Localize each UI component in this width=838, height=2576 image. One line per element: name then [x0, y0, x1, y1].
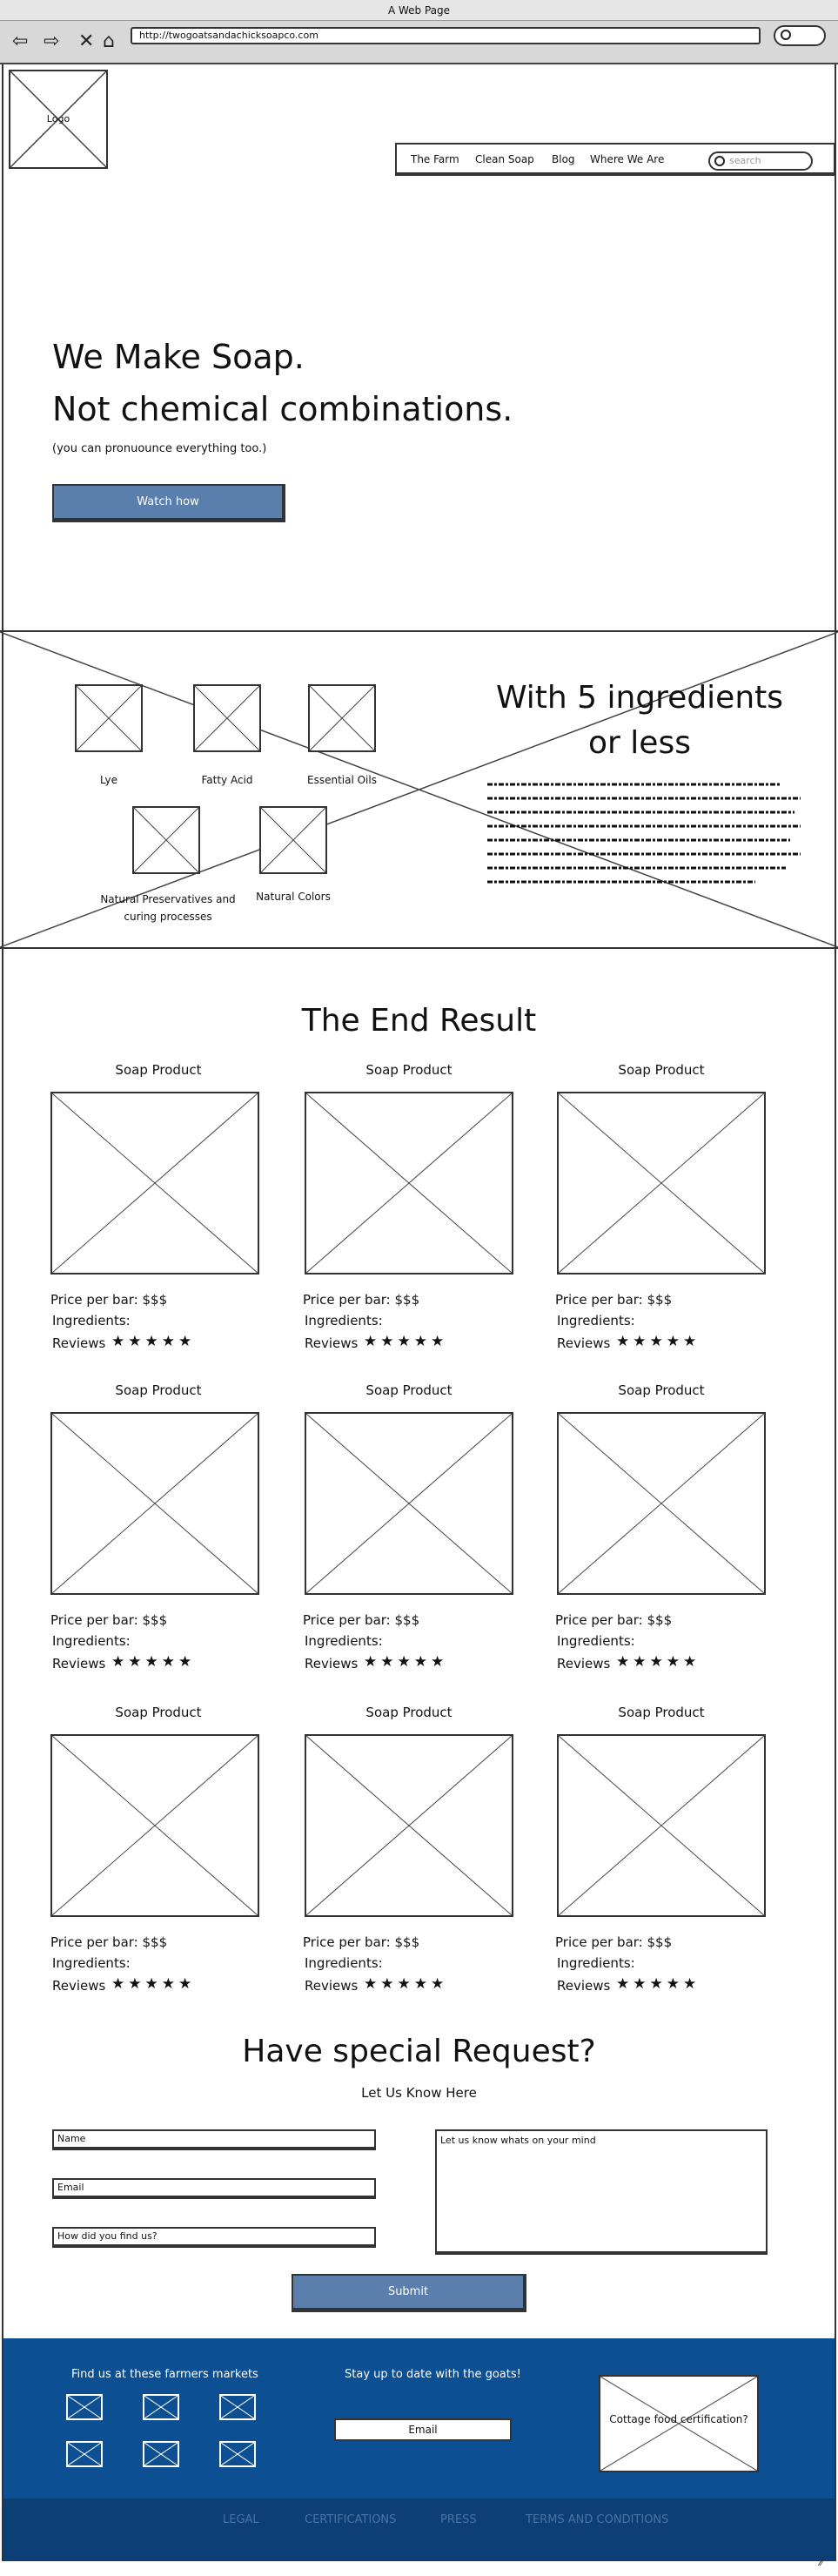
source-field[interactable]: How did you find us?	[52, 2227, 376, 2248]
forward-arrow-icon[interactable]: ⇨	[44, 30, 60, 52]
product-ingredients: Ingredients:	[305, 1313, 383, 1328]
product-ingredients: Ingredients:	[557, 1633, 635, 1649]
search-icon	[714, 156, 725, 166]
product-title[interactable]: Soap Product	[618, 1062, 705, 1078]
product-title[interactable]: Soap Product	[365, 1705, 453, 1720]
rating-stars-icon[interactable]: ★★★★★	[364, 1653, 448, 1671]
back-arrow-icon[interactable]: ⇦	[12, 30, 29, 52]
product-ingredients: Ingredients:	[305, 1955, 383, 1971]
product-reviews-label: Reviews	[52, 1335, 106, 1351]
request-subtitle: Let Us Know Here	[361, 2085, 477, 2101]
submit-button[interactable]: Submit	[292, 2274, 526, 2312]
product-ingredients: Ingredients:	[305, 1633, 383, 1649]
product-price: Price per bar: $$$	[303, 1934, 420, 1950]
logo-label: Logo	[46, 113, 70, 124]
resize-grip-icon[interactable]: ⁄⁄	[820, 2556, 824, 2568]
market-image[interactable]	[219, 2441, 256, 2467]
ingredient-image	[75, 684, 143, 752]
product-ingredients: Ingredients:	[52, 1313, 131, 1328]
footer-link-press[interactable]: PRESS	[440, 2513, 477, 2526]
newsletter-heading: Stay up to date with the goats!	[345, 2368, 521, 2381]
watch-how-button[interactable]: Watch how	[52, 484, 285, 522]
email-field[interactable]: Email	[52, 2178, 376, 2199]
product-price: Price per bar: $$$	[50, 1612, 168, 1628]
markets-heading: Find us at these farmers markets	[71, 2368, 258, 2381]
ingredient-label-essential-oils: Essential Oils	[307, 774, 377, 786]
footer-link-terms[interactable]: TERMS AND CONDITIONS	[526, 2513, 669, 2526]
hero-heading-2: Not chemical combinations.	[52, 390, 513, 428]
ingredients-heading-line1: With 5 ingredients	[495, 680, 784, 716]
product-image[interactable]	[50, 1412, 259, 1595]
window-title: A Web Page	[0, 0, 838, 21]
placeholder-text-block	[486, 777, 808, 891]
ingredient-label-natural-colors: Natural Colors	[256, 891, 331, 903]
name-field[interactable]: Name	[52, 2129, 376, 2150]
product-reviews-label: Reviews	[305, 1978, 359, 1994]
product-reviews-label: Reviews	[557, 1978, 611, 1994]
product-reviews-label: Reviews	[52, 1656, 106, 1671]
rating-stars-icon[interactable]: ★★★★★	[364, 1333, 448, 1350]
product-ingredients: Ingredients:	[557, 1955, 635, 1971]
product-ingredients: Ingredients:	[52, 1955, 131, 1971]
ingredient-label-fatty-acid: Fatty Acid	[201, 774, 253, 786]
search-icon	[781, 30, 791, 40]
logo[interactable]	[9, 70, 108, 169]
nav-clean-soap[interactable]: Clean Soap	[475, 153, 534, 165]
message-textarea[interactable]: Let us know whats on your mind	[435, 2129, 768, 2255]
request-heading: Have special Request?	[242, 2034, 596, 2069]
market-image[interactable]	[143, 2394, 179, 2420]
product-reviews-label: Reviews	[557, 1335, 611, 1351]
ingredients-heading-line2: or less	[588, 725, 691, 761]
product-image[interactable]	[557, 1412, 766, 1595]
product-image[interactable]	[305, 1412, 513, 1595]
ingredient-label-preservatives: Natural Preservatives and curing processes	[100, 893, 236, 923]
certification-label: Cottage food certification?	[609, 2413, 748, 2425]
product-ingredients: Ingredients:	[557, 1313, 635, 1328]
ingredient-image	[308, 684, 376, 752]
product-title[interactable]: Soap Product	[115, 1705, 202, 1720]
market-image[interactable]	[66, 2441, 103, 2467]
product-reviews-label: Reviews	[305, 1656, 359, 1671]
ingredient-image	[132, 806, 200, 874]
product-image[interactable]	[50, 1092, 259, 1275]
footer-bottom-bar	[3, 2499, 835, 2561]
product-reviews-label: Reviews	[557, 1656, 611, 1671]
main-nav	[395, 143, 835, 176]
product-title[interactable]: Soap Product	[618, 1705, 705, 1720]
product-reviews-label: Reviews	[305, 1335, 359, 1351]
ingredient-image	[259, 806, 327, 874]
nav-blog[interactable]: Blog	[552, 153, 575, 165]
product-image[interactable]	[50, 1734, 259, 1917]
browser-search[interactable]	[774, 25, 826, 46]
product-title[interactable]: Soap Product	[365, 1062, 453, 1078]
rating-stars-icon[interactable]: ★★★★★	[616, 1333, 701, 1350]
market-image[interactable]	[219, 2394, 256, 2420]
rating-stars-icon[interactable]: ★★★★★	[616, 1975, 701, 1993]
close-icon[interactable]: ✕	[78, 30, 95, 52]
product-title[interactable]: Soap Product	[618, 1382, 705, 1398]
rating-stars-icon[interactable]: ★★★★★	[111, 1333, 196, 1350]
rating-stars-icon[interactable]: ★★★★★	[111, 1975, 196, 1993]
address-bar[interactable]: http://twogoatsandachicksoapco.com	[131, 27, 761, 44]
market-image[interactable]	[143, 2441, 179, 2467]
product-price: Price per bar: $$$	[303, 1292, 420, 1308]
product-title[interactable]: Soap Product	[115, 1062, 202, 1078]
product-image[interactable]	[557, 1092, 766, 1275]
footer-link-legal[interactable]: LEGAL	[223, 2513, 259, 2526]
ingredient-label-lye: Lye	[99, 774, 118, 786]
rating-stars-icon[interactable]: ★★★★★	[111, 1653, 196, 1671]
product-price: Price per bar: $$$	[555, 1612, 673, 1628]
ingredient-image	[193, 684, 261, 752]
product-price: Price per bar: $$$	[50, 1934, 168, 1950]
product-price: Price per bar: $$$	[50, 1292, 168, 1308]
search-placeholder: search	[729, 155, 761, 166]
rating-stars-icon[interactable]: ★★★★★	[364, 1975, 448, 1993]
product-reviews-label: Reviews	[52, 1978, 106, 1994]
home-icon[interactable]: ⌂	[103, 30, 115, 52]
product-title[interactable]: Soap Product	[365, 1382, 453, 1398]
product-image[interactable]	[305, 1734, 513, 1917]
rating-stars-icon[interactable]: ★★★★★	[616, 1653, 701, 1671]
nav-where-we-are[interactable]: Where We Are	[590, 153, 665, 165]
product-ingredients: Ingredients:	[52, 1633, 131, 1649]
hero-heading-1: We Make Soap.	[52, 338, 305, 376]
nav-the-farm[interactable]: The Farm	[411, 153, 459, 165]
market-image[interactable]	[66, 2394, 103, 2420]
product-price: Price per bar: $$$	[555, 1292, 673, 1308]
product-image[interactable]	[305, 1092, 513, 1275]
ingredients-heading	[483, 676, 796, 766]
newsletter-email-field[interactable]: Email	[334, 2418, 512, 2441]
search-input[interactable]	[708, 151, 813, 171]
hero-subtitle: (you can pronuounce everything too.)	[52, 442, 267, 455]
product-image[interactable]	[557, 1734, 766, 1917]
product-price: Price per bar: $$$	[303, 1612, 420, 1628]
product-title[interactable]: Soap Product	[115, 1382, 202, 1398]
footer-link-certifications[interactable]: CERTIFICATIONS	[305, 2513, 397, 2526]
product-price: Price per bar: $$$	[555, 1934, 673, 1950]
products-heading: The End Result	[301, 1003, 537, 1039]
